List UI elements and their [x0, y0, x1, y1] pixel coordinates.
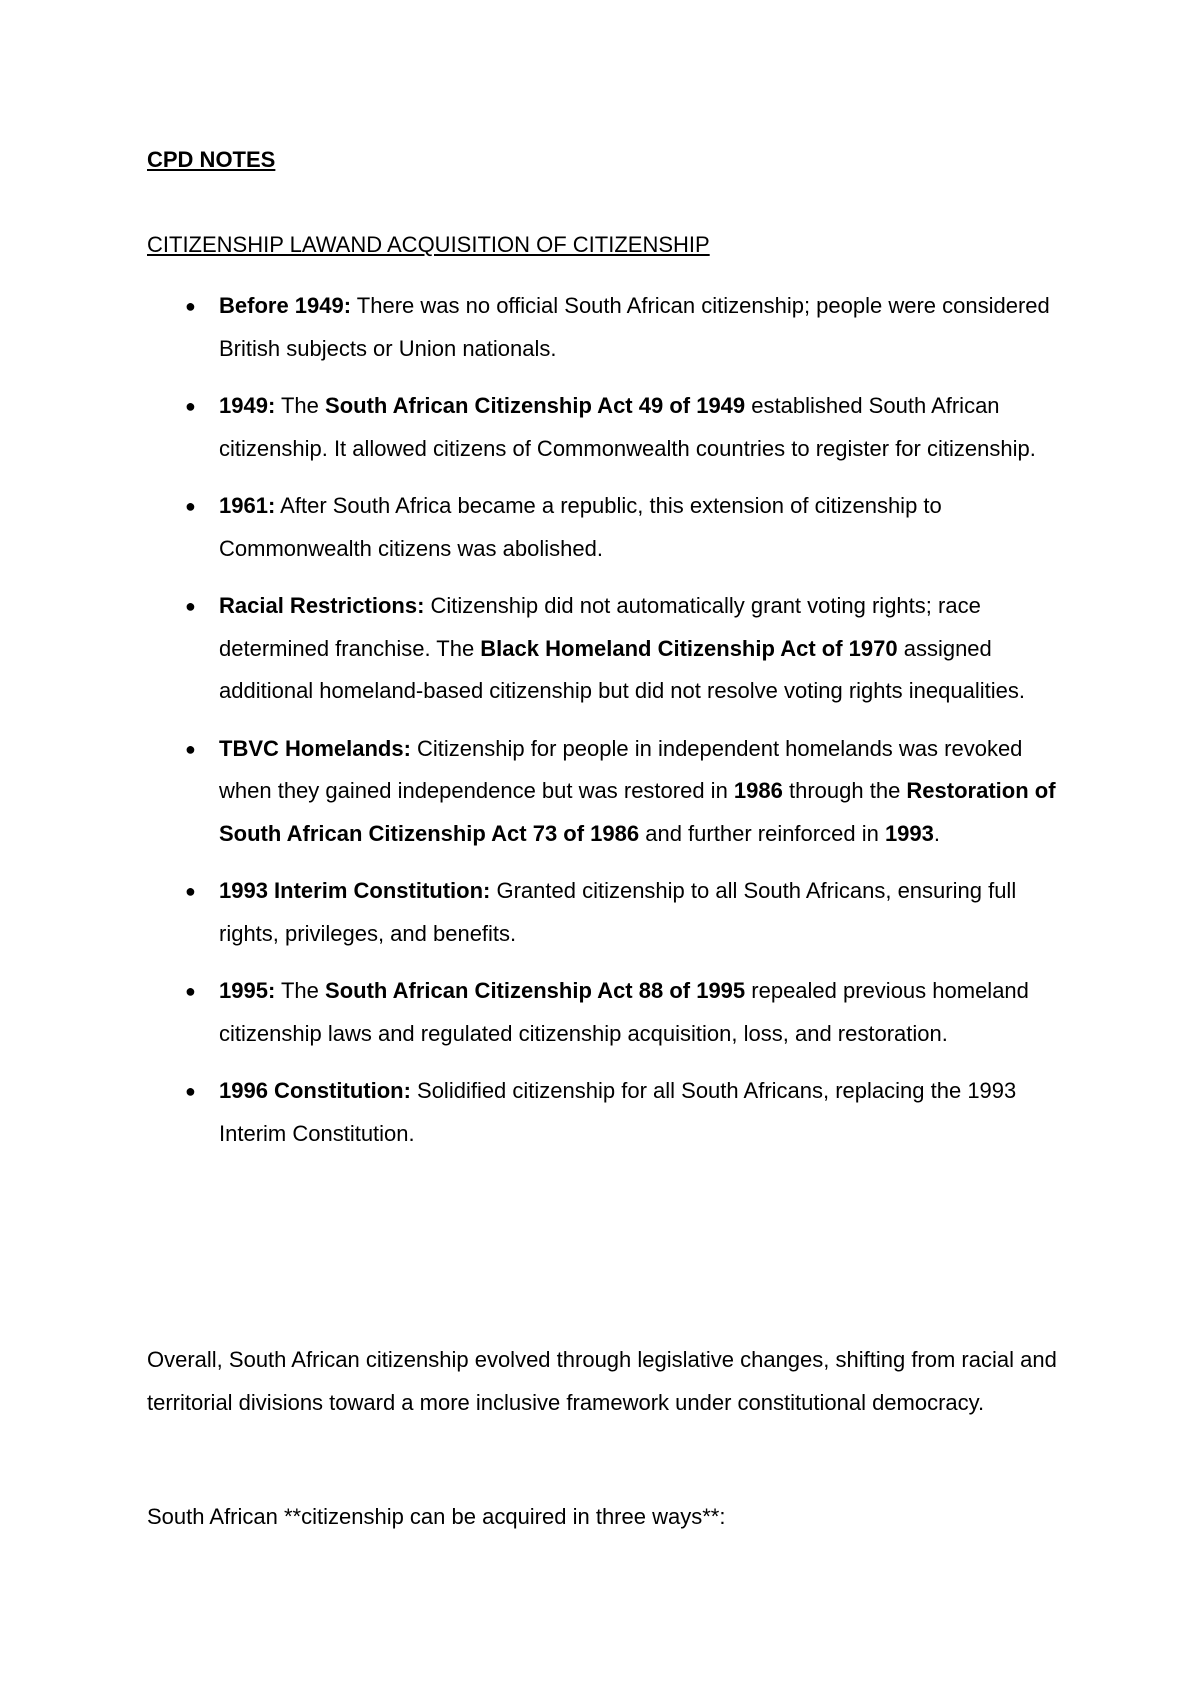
- list-item-text: [219, 293, 1050, 361]
- bold-text-run: 1993: [884, 820, 934, 846]
- bullet-icon: ●: [185, 296, 196, 316]
- citizenship-history-list: [147, 285, 1067, 1170]
- text-run: .: [933, 820, 941, 846]
- bullet-icon: ●: [185, 596, 196, 616]
- list-item: [147, 285, 1067, 370]
- text-run: Granted citizenship to all South Africans, ensuring full rights, privileges, and benefits.: [219, 878, 1017, 946]
- bold-text-run: 1961:: [219, 493, 276, 518]
- text-run: established South African citizenship. It allowed citizens of Commonwealth countries to register for citizenship.: [219, 393, 1036, 461]
- text-run: assigned additional homeland-based citizenship but did not resolve voting rights inequalities.: [219, 635, 1025, 703]
- list-item-text: [219, 493, 942, 561]
- list-item: [147, 1070, 1067, 1155]
- bullet-icon: ●: [185, 738, 196, 759]
- list-item-text: [219, 1078, 1016, 1146]
- text-run: and further reinforced in: [639, 820, 885, 846]
- list-item-text: [219, 878, 1016, 946]
- text-run: Citizenship did not automatically grant voting rights; race determined franchise. The: [219, 593, 981, 661]
- text-run: Citizenship for people in independent homelands was revoked when they gained independence but was restored in: [219, 735, 1023, 803]
- summary-paragraph: Overall, South African citizenship evolved through legislative changes, shifting from racial and territorial divisions toward a more inclusive framework under constitutional democracy.: [147, 1347, 1057, 1415]
- bullet-icon: ●: [185, 496, 196, 516]
- list-item: [147, 585, 1067, 713]
- bullet-icon: ●: [185, 1081, 196, 1101]
- bullet-icon: ●: [185, 881, 196, 901]
- list-item-text: [219, 393, 1036, 461]
- text-run: The: [275, 978, 326, 1003]
- text-run: There was no official South African citizenship; people were considered British subjects or Union nationals.: [219, 293, 1050, 361]
- section-heading: CITIZENSHIP LAWAND ACQUISITION OF CITIZENSHIP: [147, 232, 710, 257]
- text-run: After South Africa became a republic, this extension of citizenship to Commonwealth citizens was abolished.: [219, 493, 942, 561]
- bullet-icon: ●: [185, 396, 196, 416]
- bold-text-run: South African Citizenship Act 49 of 1949: [325, 393, 746, 418]
- bullet-icon: ●: [185, 981, 196, 1001]
- list-item: [147, 485, 1067, 570]
- bold-text-run: 1986: [733, 778, 783, 803]
- bold-text-run: 1993 Interim Constitution:: [219, 878, 491, 903]
- bold-text-run: TBVC Homelands:: [219, 735, 411, 761]
- bold-text-run: South African Citizenship Act 88 of 1995: [325, 978, 746, 1003]
- bold-text-run: 1996 Constitution:: [219, 1078, 411, 1103]
- list-item-text: [219, 736, 1056, 846]
- bold-text-run: 1995:: [219, 978, 276, 1003]
- bold-text-run: Racial Restrictions:: [219, 593, 425, 618]
- list-item: [147, 870, 1067, 955]
- list-item: [147, 970, 1067, 1055]
- acquisition-paragraph: South African **citizenship can be acquired in three ways**:: [147, 1504, 726, 1529]
- text-run: The: [275, 393, 326, 418]
- list-item-text: [219, 593, 1025, 703]
- bold-text-run: Before 1949:: [219, 293, 352, 318]
- document-title: CPD NOTES: [147, 147, 276, 172]
- bold-text-run: 1949:: [219, 393, 276, 418]
- bold-text-run: Restoration of South African Citizenship Act 73 of 1986: [219, 778, 1056, 846]
- text-run: through the: [782, 778, 907, 803]
- text-run: repealed previous homeland citizenship laws and regulated citizenship acquisition, loss, and restoration.: [219, 978, 1029, 1046]
- bold-text-run: Black Homeland Citizenship Act of 1970: [480, 635, 898, 661]
- list-item: [147, 385, 1067, 470]
- list-item-text: [219, 978, 1029, 1046]
- text-run: Solidified citizenship for all South Africans, replacing the 1993 Interim Constitution.: [219, 1078, 1017, 1146]
- list-item: [147, 728, 1067, 856]
